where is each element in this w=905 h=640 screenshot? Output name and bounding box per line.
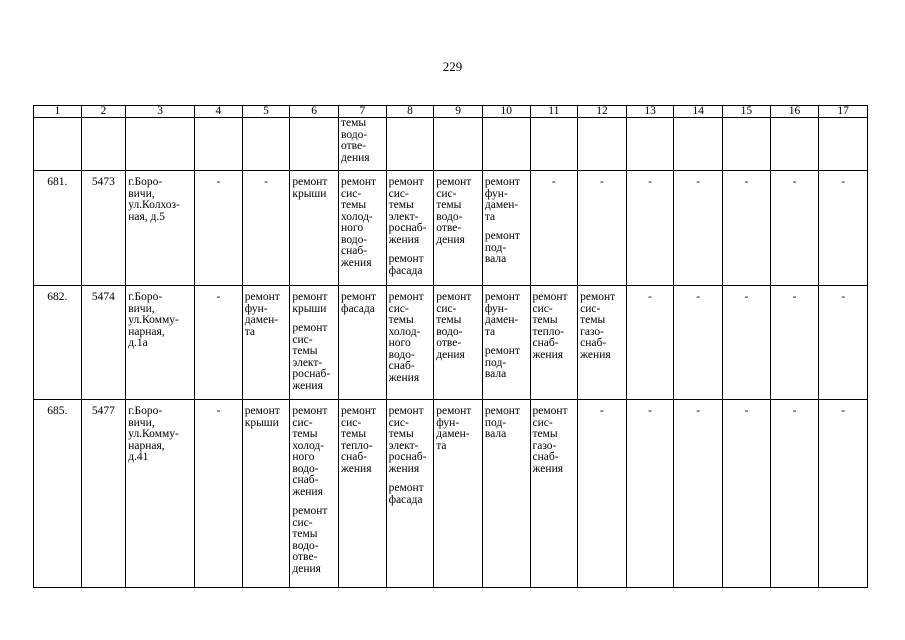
work-cell: [530, 286, 578, 400]
work-line: ремонт: [436, 176, 472, 188]
work-line: темы: [580, 314, 606, 326]
object-id-cell: 5473: [81, 171, 126, 286]
work-line: та: [484, 210, 496, 223]
column-header: 5: [242, 106, 290, 118]
work-line: ремонт: [292, 322, 328, 334]
work-cell: [339, 118, 387, 171]
work-line: жения: [532, 462, 564, 475]
row-number-cell: 685.: [34, 400, 82, 588]
work-line: жения: [388, 462, 420, 475]
work-cell: [386, 171, 434, 286]
work-line: водо-: [292, 539, 319, 552]
work-line: темы: [341, 117, 367, 129]
work-line: дамен-: [484, 199, 519, 211]
work-line: дения: [292, 562, 321, 575]
work-line: жения: [388, 233, 420, 246]
address-line: г.Боро-: [128, 405, 163, 417]
work-item: [389, 177, 433, 246]
object-id-cell: 5474: [81, 286, 126, 400]
empty-value-cell: -: [242, 171, 290, 286]
work-cell: [386, 400, 434, 588]
empty-value-cell: -: [819, 171, 868, 286]
work-line: ремонт: [580, 291, 616, 303]
address-cell: [126, 286, 195, 400]
work-line: сис-: [341, 416, 362, 429]
work-cell: [290, 400, 339, 588]
work-cell: [482, 171, 530, 286]
work-item: [341, 406, 385, 475]
work-line: жения: [341, 462, 372, 475]
work-line: тепло-: [341, 439, 373, 452]
empty-value-cell: -: [723, 171, 771, 286]
work-line: сис-: [292, 333, 313, 346]
column-header: 14: [674, 106, 723, 118]
work-line: жения: [580, 348, 611, 361]
work-cell: [242, 286, 290, 400]
column-header: 11: [530, 106, 578, 118]
work-line: отве-: [292, 551, 318, 563]
work-line: фун-: [436, 416, 460, 429]
work-cell: [434, 171, 483, 286]
work-line: вала: [484, 368, 507, 380]
work-line: темы: [532, 428, 558, 440]
work-line: сис-: [292, 416, 313, 429]
address-line: ул.Колхоз-: [128, 199, 180, 211]
work-cell: [770, 118, 819, 171]
work-line: сис-: [436, 302, 457, 315]
column-header: 4: [195, 106, 243, 118]
work-line: ного: [388, 337, 411, 349]
empty-value-cell: -: [626, 286, 674, 400]
empty-value-cell: -: [674, 286, 723, 400]
object-id-cell: 5477: [81, 400, 126, 588]
work-line: темы: [436, 314, 462, 326]
work-cell: [723, 118, 771, 171]
work-item: [292, 292, 337, 315]
work-cell: [242, 400, 290, 588]
work-line: сис-: [388, 302, 409, 315]
work-item: [341, 177, 385, 269]
address-line: вичи,: [128, 416, 155, 429]
empty-value-cell: -: [578, 171, 627, 286]
work-line: темы: [292, 528, 318, 540]
work-cell: [290, 118, 339, 171]
column-header: 10: [482, 106, 530, 118]
work-line: жения: [341, 256, 372, 269]
work-line: дения: [436, 348, 465, 361]
work-line: фун-: [484, 187, 508, 200]
work-line: роснаб-: [388, 222, 427, 234]
work-line: снаб-: [341, 245, 368, 257]
work-line: ремонт: [436, 405, 472, 417]
work-cell: [578, 286, 627, 400]
work-line: дения: [341, 151, 370, 164]
work-cell: [339, 400, 387, 588]
work-cell: [819, 118, 868, 171]
work-item: [485, 177, 529, 223]
page-number: 229: [442, 59, 463, 74]
work-line: водо-: [388, 348, 415, 361]
work-line: элект-: [388, 210, 419, 223]
work-cell: [434, 400, 483, 588]
work-line: снаб-: [532, 337, 559, 349]
work-line: под-: [484, 416, 507, 429]
work-line: ремонт: [292, 405, 328, 417]
work-item: [485, 292, 529, 338]
work-line: ремонт: [341, 176, 377, 188]
work-line: ремонт: [484, 176, 520, 188]
work-line: дамен-: [484, 314, 519, 326]
work-line: роснаб-: [292, 368, 331, 380]
work-line: вала: [484, 253, 507, 265]
work-line: темы: [292, 345, 318, 357]
table-row: [34, 171, 868, 286]
column-header: 16: [770, 106, 819, 118]
address-line: вичи,: [128, 187, 155, 200]
work-line: фун-: [484, 302, 508, 315]
work-line: темы: [341, 199, 367, 211]
work-cell: [434, 118, 483, 171]
work-line: сис-: [436, 187, 457, 200]
work-cell: [482, 286, 530, 400]
work-line: сис-: [388, 416, 409, 429]
work-line: ремонт: [292, 291, 328, 303]
work-line: темы: [532, 314, 558, 326]
work-cell: [530, 400, 578, 588]
work-line: крыши: [292, 302, 327, 315]
column-header: 2: [81, 106, 126, 118]
address-line: д.1а: [128, 337, 148, 349]
work-line: под-: [484, 241, 507, 254]
work-line: темы: [388, 428, 414, 440]
work-line: ремонт: [532, 291, 568, 303]
work-line: водо-: [292, 462, 319, 475]
address-line: г.Боро-: [128, 176, 163, 188]
work-line: водо-: [341, 233, 368, 246]
work-item: [292, 177, 337, 200]
work-item: [580, 292, 625, 361]
table-row: [34, 286, 868, 400]
work-item: [436, 177, 481, 246]
work-line: темы: [388, 314, 414, 326]
work-item: [485, 346, 529, 381]
address-cell: [126, 118, 195, 171]
work-item: [292, 406, 337, 498]
work-cell: [290, 286, 339, 400]
empty-value-cell: -: [819, 286, 868, 400]
column-header: 6: [290, 106, 339, 118]
address-line: вичи,: [128, 302, 155, 315]
work-line: отве-: [436, 222, 462, 234]
work-line: фасада: [388, 493, 423, 506]
work-line: вала: [484, 428, 507, 440]
work-item: [341, 118, 385, 164]
work-line: роснаб-: [388, 451, 427, 463]
work-item: [245, 406, 289, 429]
work-line: ремонт: [436, 291, 472, 303]
table-row: [34, 118, 868, 171]
work-item: [341, 292, 385, 315]
work-line: снаб-: [388, 360, 415, 372]
address-line: г.Боро-: [128, 291, 163, 303]
work-line: отве-: [341, 140, 366, 152]
work-cell: [674, 118, 723, 171]
row-number-cell: 681.: [34, 171, 82, 286]
work-line: ремонт: [484, 345, 520, 357]
work-line: жения: [532, 348, 564, 361]
work-line: ремонт: [341, 291, 377, 303]
work-line: ремонт: [532, 405, 568, 417]
work-line: та: [244, 325, 256, 338]
work-line: дамен-: [436, 428, 470, 440]
work-line: сис-: [532, 302, 553, 315]
work-item: [533, 292, 577, 361]
work-cell: [626, 118, 674, 171]
work-line: водо-: [436, 325, 463, 338]
work-line: ного: [292, 451, 315, 463]
work-line: фасада: [388, 264, 423, 277]
work-line: ного: [341, 222, 364, 234]
work-line: дения: [436, 233, 465, 246]
work-item: [436, 406, 481, 452]
work-line: водо-: [436, 210, 463, 223]
work-item: [389, 483, 433, 506]
work-line: жения: [292, 379, 323, 392]
column-header: 7: [339, 106, 387, 118]
work-cell: [482, 118, 530, 171]
table-row: [34, 400, 868, 588]
work-cell: [339, 286, 387, 400]
work-line: ремонт: [484, 230, 520, 242]
work-cell: [578, 118, 627, 171]
work-line: жения: [388, 371, 420, 384]
address-line: ул.Комму-: [128, 428, 179, 440]
column-header: 3: [126, 106, 195, 118]
work-line: снаб-: [292, 474, 319, 486]
work-cell: [386, 286, 434, 400]
work-line: ремонт: [388, 176, 424, 188]
column-header: 8: [386, 106, 434, 118]
empty-value-cell: -: [195, 400, 243, 588]
work-cell: [434, 286, 483, 400]
empty-value-cell: -: [723, 400, 771, 588]
work-line: ремонт: [388, 253, 424, 265]
work-line: фун-: [244, 302, 268, 315]
address-line: д.41: [128, 451, 149, 463]
row-number-cell: [34, 118, 82, 171]
work-line: газо-: [580, 325, 605, 338]
address-line: ная, д.5: [128, 210, 165, 223]
work-line: сис-: [388, 187, 409, 200]
work-line: та: [484, 325, 496, 338]
work-line: снаб-: [580, 337, 607, 349]
empty-value-cell: -: [530, 171, 578, 286]
column-header: 9: [434, 106, 483, 118]
work-line: темы: [292, 428, 318, 440]
work-line: отве-: [436, 337, 462, 349]
work-line: сис-: [292, 516, 313, 529]
work-line: дамен-: [244, 314, 279, 326]
work-line: снаб-: [532, 451, 559, 463]
table-body: [34, 118, 868, 588]
empty-value-cell: -: [723, 286, 771, 400]
work-line: водо-: [341, 128, 368, 141]
column-header: 13: [626, 106, 674, 118]
work-cell: [195, 118, 243, 171]
work-item: [389, 292, 433, 384]
work-cell: [242, 118, 290, 171]
work-line: снаб-: [341, 451, 368, 463]
work-item: [485, 231, 529, 266]
work-line: ремонт: [484, 405, 520, 417]
work-item: [485, 406, 529, 441]
object-id-cell: [81, 118, 126, 171]
work-item: [533, 406, 577, 475]
empty-value-cell: -: [578, 400, 627, 588]
address-cell: [126, 400, 195, 588]
work-cell: [290, 171, 339, 286]
work-line: темы: [436, 199, 462, 211]
address-line: нарная,: [128, 325, 165, 338]
work-line: фасада: [341, 302, 375, 315]
empty-value-cell: -: [819, 400, 868, 588]
work-line: ремонт: [388, 482, 424, 494]
work-line: крыши: [292, 187, 327, 200]
work-line: сис-: [532, 416, 553, 429]
work-line: жения: [292, 485, 323, 498]
address-line: нарная,: [128, 439, 165, 452]
work-line: холод-: [292, 439, 325, 452]
work-line: элект-: [388, 439, 419, 452]
work-item: [292, 506, 337, 575]
work-item: [245, 292, 289, 338]
work-line: под-: [484, 356, 507, 369]
header-row: [34, 106, 868, 118]
work-line: тепло-: [532, 325, 565, 338]
column-header: 12: [578, 106, 627, 118]
work-item: [292, 323, 337, 392]
address-line: ул.Комму-: [128, 314, 179, 326]
work-cell: [339, 171, 387, 286]
work-line: ремонт: [484, 291, 520, 303]
row-number-cell: 682.: [34, 286, 82, 400]
empty-value-cell: -: [626, 171, 674, 286]
column-header: 15: [723, 106, 771, 118]
empty-value-cell: -: [770, 171, 819, 286]
work-line: ремонт: [388, 291, 424, 303]
work-cell: [530, 118, 578, 171]
repair-schedule-table: [33, 105, 868, 588]
work-line: сис-: [341, 187, 362, 200]
work-item: [436, 292, 481, 361]
work-line: ремонт: [244, 405, 280, 417]
empty-value-cell: -: [195, 171, 243, 286]
work-line: сис-: [580, 302, 601, 315]
work-line: ремонт: [388, 405, 424, 417]
work-line: ремонт: [341, 405, 377, 417]
work-line: элект-: [292, 356, 323, 369]
column-header: 17: [819, 106, 868, 118]
work-cell: [482, 400, 530, 588]
work-line: ремонт: [244, 291, 280, 303]
work-line: темы: [388, 199, 414, 211]
work-line: газо-: [532, 439, 557, 452]
work-line: ремонт: [292, 505, 328, 517]
work-line: та: [436, 439, 447, 452]
work-item: [389, 254, 433, 277]
empty-value-cell: -: [195, 286, 243, 400]
empty-value-cell: -: [674, 171, 723, 286]
work-line: ремонт: [292, 176, 328, 188]
empty-value-cell: -: [770, 286, 819, 400]
work-line: крыши: [244, 416, 279, 429]
work-item: [389, 406, 433, 475]
address-cell: [126, 171, 195, 286]
empty-value-cell: -: [674, 400, 723, 588]
work-line: темы: [341, 428, 367, 440]
work-cell: [386, 118, 434, 171]
work-line: холод-: [388, 325, 421, 338]
column-header: 1: [34, 106, 82, 118]
work-line: холод-: [341, 210, 373, 223]
empty-value-cell: -: [770, 400, 819, 588]
empty-value-cell: -: [626, 400, 674, 588]
